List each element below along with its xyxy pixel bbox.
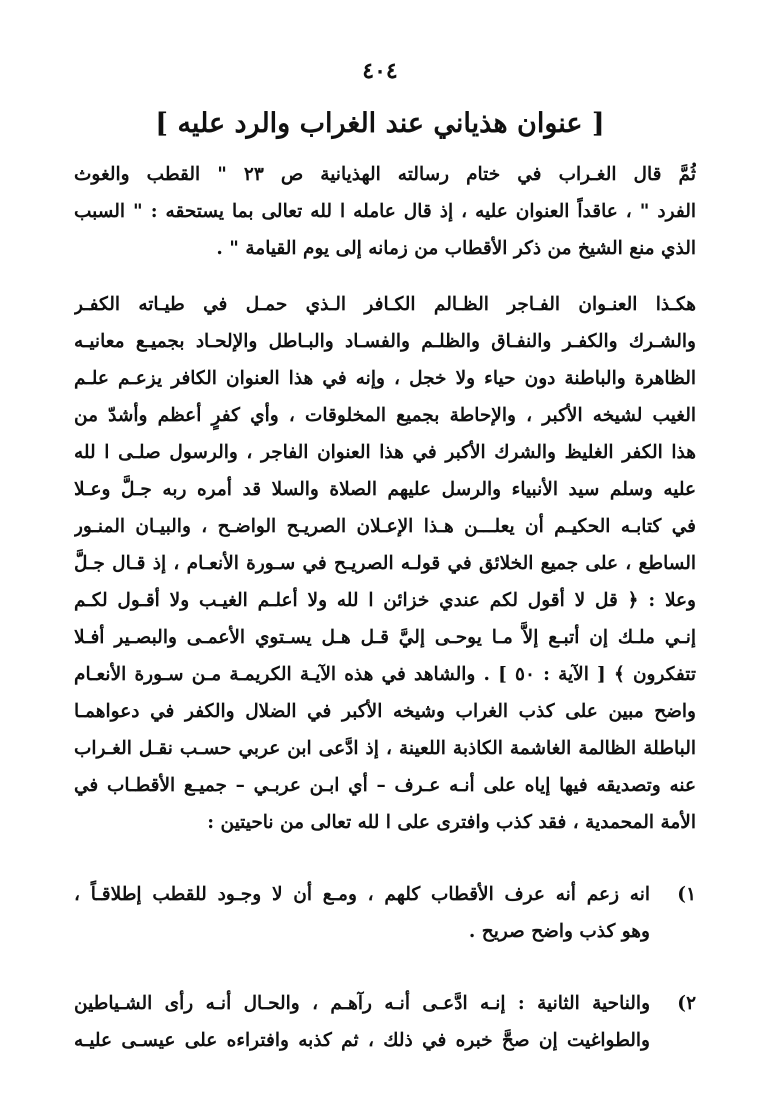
text-line: والشـرك والكفـر والنفـاق والظلـم والفسـاد والبـاطل والإلحـاد بجميـع معانيـه bbox=[74, 331, 696, 352]
text-line: تتفكرون ﴾ [ الآية : ٥٠ ] . والشاهد في هذه الآيـة الكريمـة مـن سـورة الأنعـام bbox=[74, 664, 696, 685]
text-line: عنه وتصديقه فيها إياه على أنـه عـرف – أي ابـن عربـي – جميـع الأقطـاب في bbox=[74, 775, 696, 796]
paragraph-intro bbox=[74, 156, 696, 267]
paragraph-refutation bbox=[74, 286, 696, 841]
text-line: الظاهرة والباطنة دون حياء ولا خجل ، وإنه في هذا العنوان الكافر يزعـم علـم bbox=[74, 368, 696, 389]
text-line: والناحية الثانية : إنـه ادَّعـى أنـه رآهـم ، والحـال أنـه رأى الشـياطين bbox=[74, 993, 650, 1014]
list-item-first-aspect bbox=[74, 876, 696, 950]
text-line: الذي منع الشيخ من ذكر الأقطاب من زمانه إلى يوم القيامة " . bbox=[216, 238, 696, 259]
text-line: وعلا : ﴿ قل لا أقول لكم عندي خزائن ا لله ولا أعلـم الغيـب ولا أقـول لكـم bbox=[74, 590, 696, 611]
section-heading: [ عنوان هذياني عند الغراب والرد عليه ] bbox=[155, 108, 605, 139]
text-line: هذا الكفر الغليظ والشرك الأكبر في هذا العنوان الفاجر ، والرسول صلـى ا لله bbox=[74, 442, 696, 463]
list-item-body bbox=[74, 985, 650, 1059]
text-line: انه زعم أنه عرف الأقطاب كلهم ، ومـع أن لا وجـود للقطب إطلاقـاً ، bbox=[74, 884, 650, 905]
text-line: الفرد " ، عاقداً العنوان عليه ، إذ قال عامله ا لله تعالى بما يستحقه : " السبب bbox=[74, 201, 696, 222]
text-line: إنـي ملـك إن أتبـع إلاَّ مـا يوحـى إليَّ قـل هـل يسـتوي الأعمـى والبصـير أفـلا bbox=[74, 627, 696, 648]
text-line: والطواغيت إن صحَّ خبره في ذلك ، ثم كذبه وافتراءه على عيسـى عليـه bbox=[74, 1030, 650, 1051]
text-line: وهو كذب واضح صريح . bbox=[468, 921, 650, 942]
list-marker: ٢) bbox=[677, 993, 696, 1014]
page-number: ٤٠٤ bbox=[362, 58, 398, 84]
text-line: الباطلة الظالمة الغاشمة الكاذبة اللعينة ، إذ ادَّعى ابن عربي حسـب نقـل الغـراب bbox=[74, 738, 696, 759]
text-line: في كتابـه الحكيـم أن يعلـــن هـذا الإعـلان الصريـح الواضـح ، والبيـان المنـور bbox=[74, 516, 696, 537]
text-line: عليه وسلم سيد الأنبياء والرسل عليهم الصلاة والسلا قد أمره ربه جـلَّ وعـلا bbox=[74, 479, 696, 500]
text-line: الساطع ، على جميع الخلائق في قولـه الصريـح في سـورة الأنعـام ، إذ قـال جـلَّ bbox=[74, 553, 696, 574]
text-line: هكـذا العنـوان الفـاجر الظـالم الكـافر الـذي حمـل في طيـاته الكفـر bbox=[74, 294, 696, 315]
list-item-body bbox=[74, 876, 650, 950]
text-line: الغيب لشيخه الأكبر ، والإحاطة بجميع المخلوقات ، وأي كفرٍ أعظم وأشدّ من bbox=[74, 405, 696, 426]
text-line: ثُمَّ قال الغـراب في ختام رسالته الهذيانية ص ٢٣ " القطب والغوث bbox=[74, 164, 696, 185]
text-line: الأمة المحمدية ، فقد كذب وافترى على ا لله تعالى من ناحيتين : bbox=[207, 812, 696, 833]
list-item-second-aspect bbox=[74, 985, 696, 1059]
list-marker: ١) bbox=[677, 884, 696, 905]
text-line: واضح مبين على كذب الغراب وشيخه الأكبر في الضلال والكفر في دعواهمـا bbox=[74, 701, 696, 722]
